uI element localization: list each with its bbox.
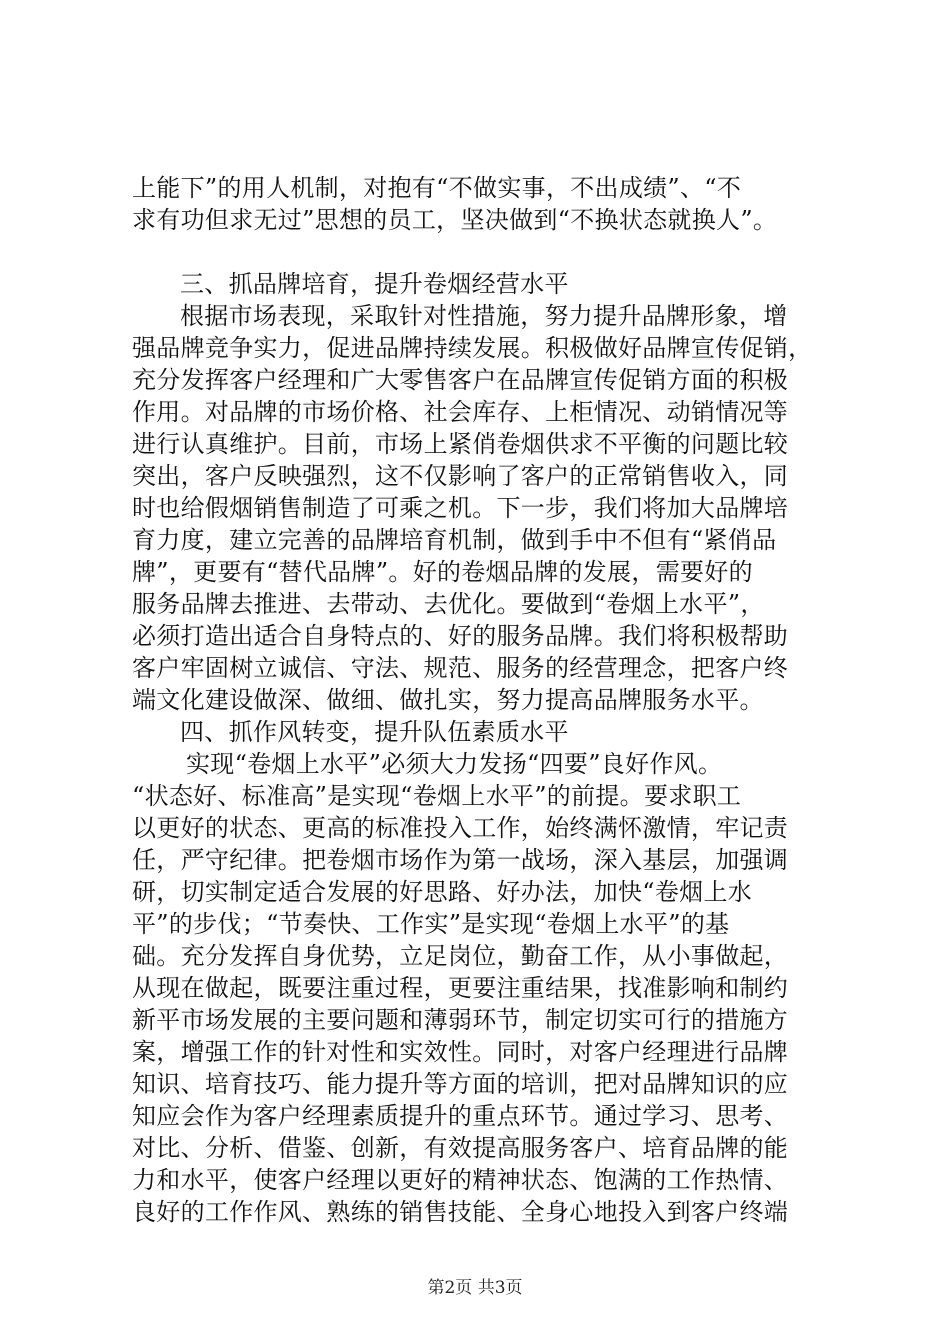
text-line: 作用。对品牌的市场价格、社会库存、上柜情况、动销情况等	[132, 398, 789, 426]
text-line: 对比、分析、借鉴、创新，有效提高服务客户、培育品牌的能	[132, 1134, 789, 1162]
text-line: 从现在做起，既要注重过程，更要注重结果，找准影响和制约	[132, 974, 789, 1002]
text-line: 知识、培育技巧、能力提升等方面的培训，把对品牌知识的应	[132, 1070, 789, 1098]
text-line: 任，严守纪律。把卷烟市场作为第一战场，深入基层，加强调	[132, 846, 789, 874]
text-line: 以更好的状态、更高的标准投入工作，始终满怀激情，牢记责	[132, 814, 789, 842]
text-line: 根据市场表现，采取针对性措施，努力提升品牌形象，增	[180, 302, 788, 330]
text-line: 突出，客户反映强烈，这不仅影响了客户的正常销售收入，同	[132, 462, 789, 490]
text-line: 时也给假烟销售制造了可乘之机。下一步，我们将加大品牌培	[132, 494, 789, 522]
text-line: 新平市场发展的主要问题和薄弱环节，制定切实可行的措施方	[132, 1006, 789, 1034]
document-body	[132, 172, 832, 1228]
text-line: 客户牢固树立诚信、守法、规范、服务的经营理念，把客户终	[132, 654, 789, 682]
text-line: 良好的工作作风、熟练的销售技能、全身心地投入到客户终端	[132, 1198, 789, 1226]
text-line: 强品牌竞争实力，促进品牌持续发展。积极做好品牌宣传促销，	[132, 334, 813, 362]
text-line: 进行认真维护。目前，市场上紧俏卷烟供求不平衡的问题比较	[132, 430, 789, 458]
text-line: 求有功但求无过”思想的员工，坚决做到“不换状态就换人”。	[132, 206, 778, 234]
text-line: 研，切实制定适合发展的好思路、好办法，加快“卷烟上水	[132, 878, 753, 906]
section-heading-4: 四、抓作风转变，提升队伍素质水平	[180, 718, 569, 746]
text-line: 实现“卷烟上水平”必须大力发扬“四要”良好作风。	[186, 750, 723, 778]
page-number-footer: 第2页 共3页	[427, 1278, 523, 1298]
text-line: 上能下”的用人机制，对抱有“不做实事，不出成绩”、“不	[132, 174, 742, 202]
text-line: 必须打造出适合自身特点的、好的服务品牌。我们将积极帮助	[132, 622, 789, 650]
text-line: 育力度，建立完善的品牌培育机制，做到手中不但有“紧俏品	[132, 526, 777, 554]
paragraph-gap	[132, 236, 832, 268]
text-line: 牌”，更要有“替代品牌”。好的卷烟品牌的发展，需要好的	[132, 558, 753, 586]
text-line: 服务品牌去推进、去带动、去优化。要做到“卷烟上水平”，	[132, 590, 765, 618]
text-line: “状态好、标准高”是实现“卷烟上水平”的前提。要求职工	[132, 782, 742, 810]
text-line: 端文化建设做深、做细、做扎实，努力提高品牌服务水平。	[132, 686, 764, 714]
text-line: 础。充分发挥自身优势，立足岗位，勤奋工作，从小事做起，	[132, 942, 789, 970]
text-line: 充分发挥客户经理和广大零售客户在品牌宣传促销方面的积极	[132, 366, 789, 394]
text-line: 知应会作为客户经理素质提升的重点环节。通过学习、思考、	[132, 1102, 789, 1130]
text-line: 案，增强工作的针对性和实效性。同时，对客户经理进行品牌	[132, 1038, 789, 1066]
text-line: 平”的步伐；“节奏快、工作实”是实现“卷烟上水平”的基	[132, 910, 730, 938]
text-line: 力和水平，使客户经理以更好的精神状态、饱满的工作热情、	[132, 1166, 789, 1194]
section-heading-3: 三、抓品牌培育，提升卷烟经营水平	[180, 270, 569, 298]
